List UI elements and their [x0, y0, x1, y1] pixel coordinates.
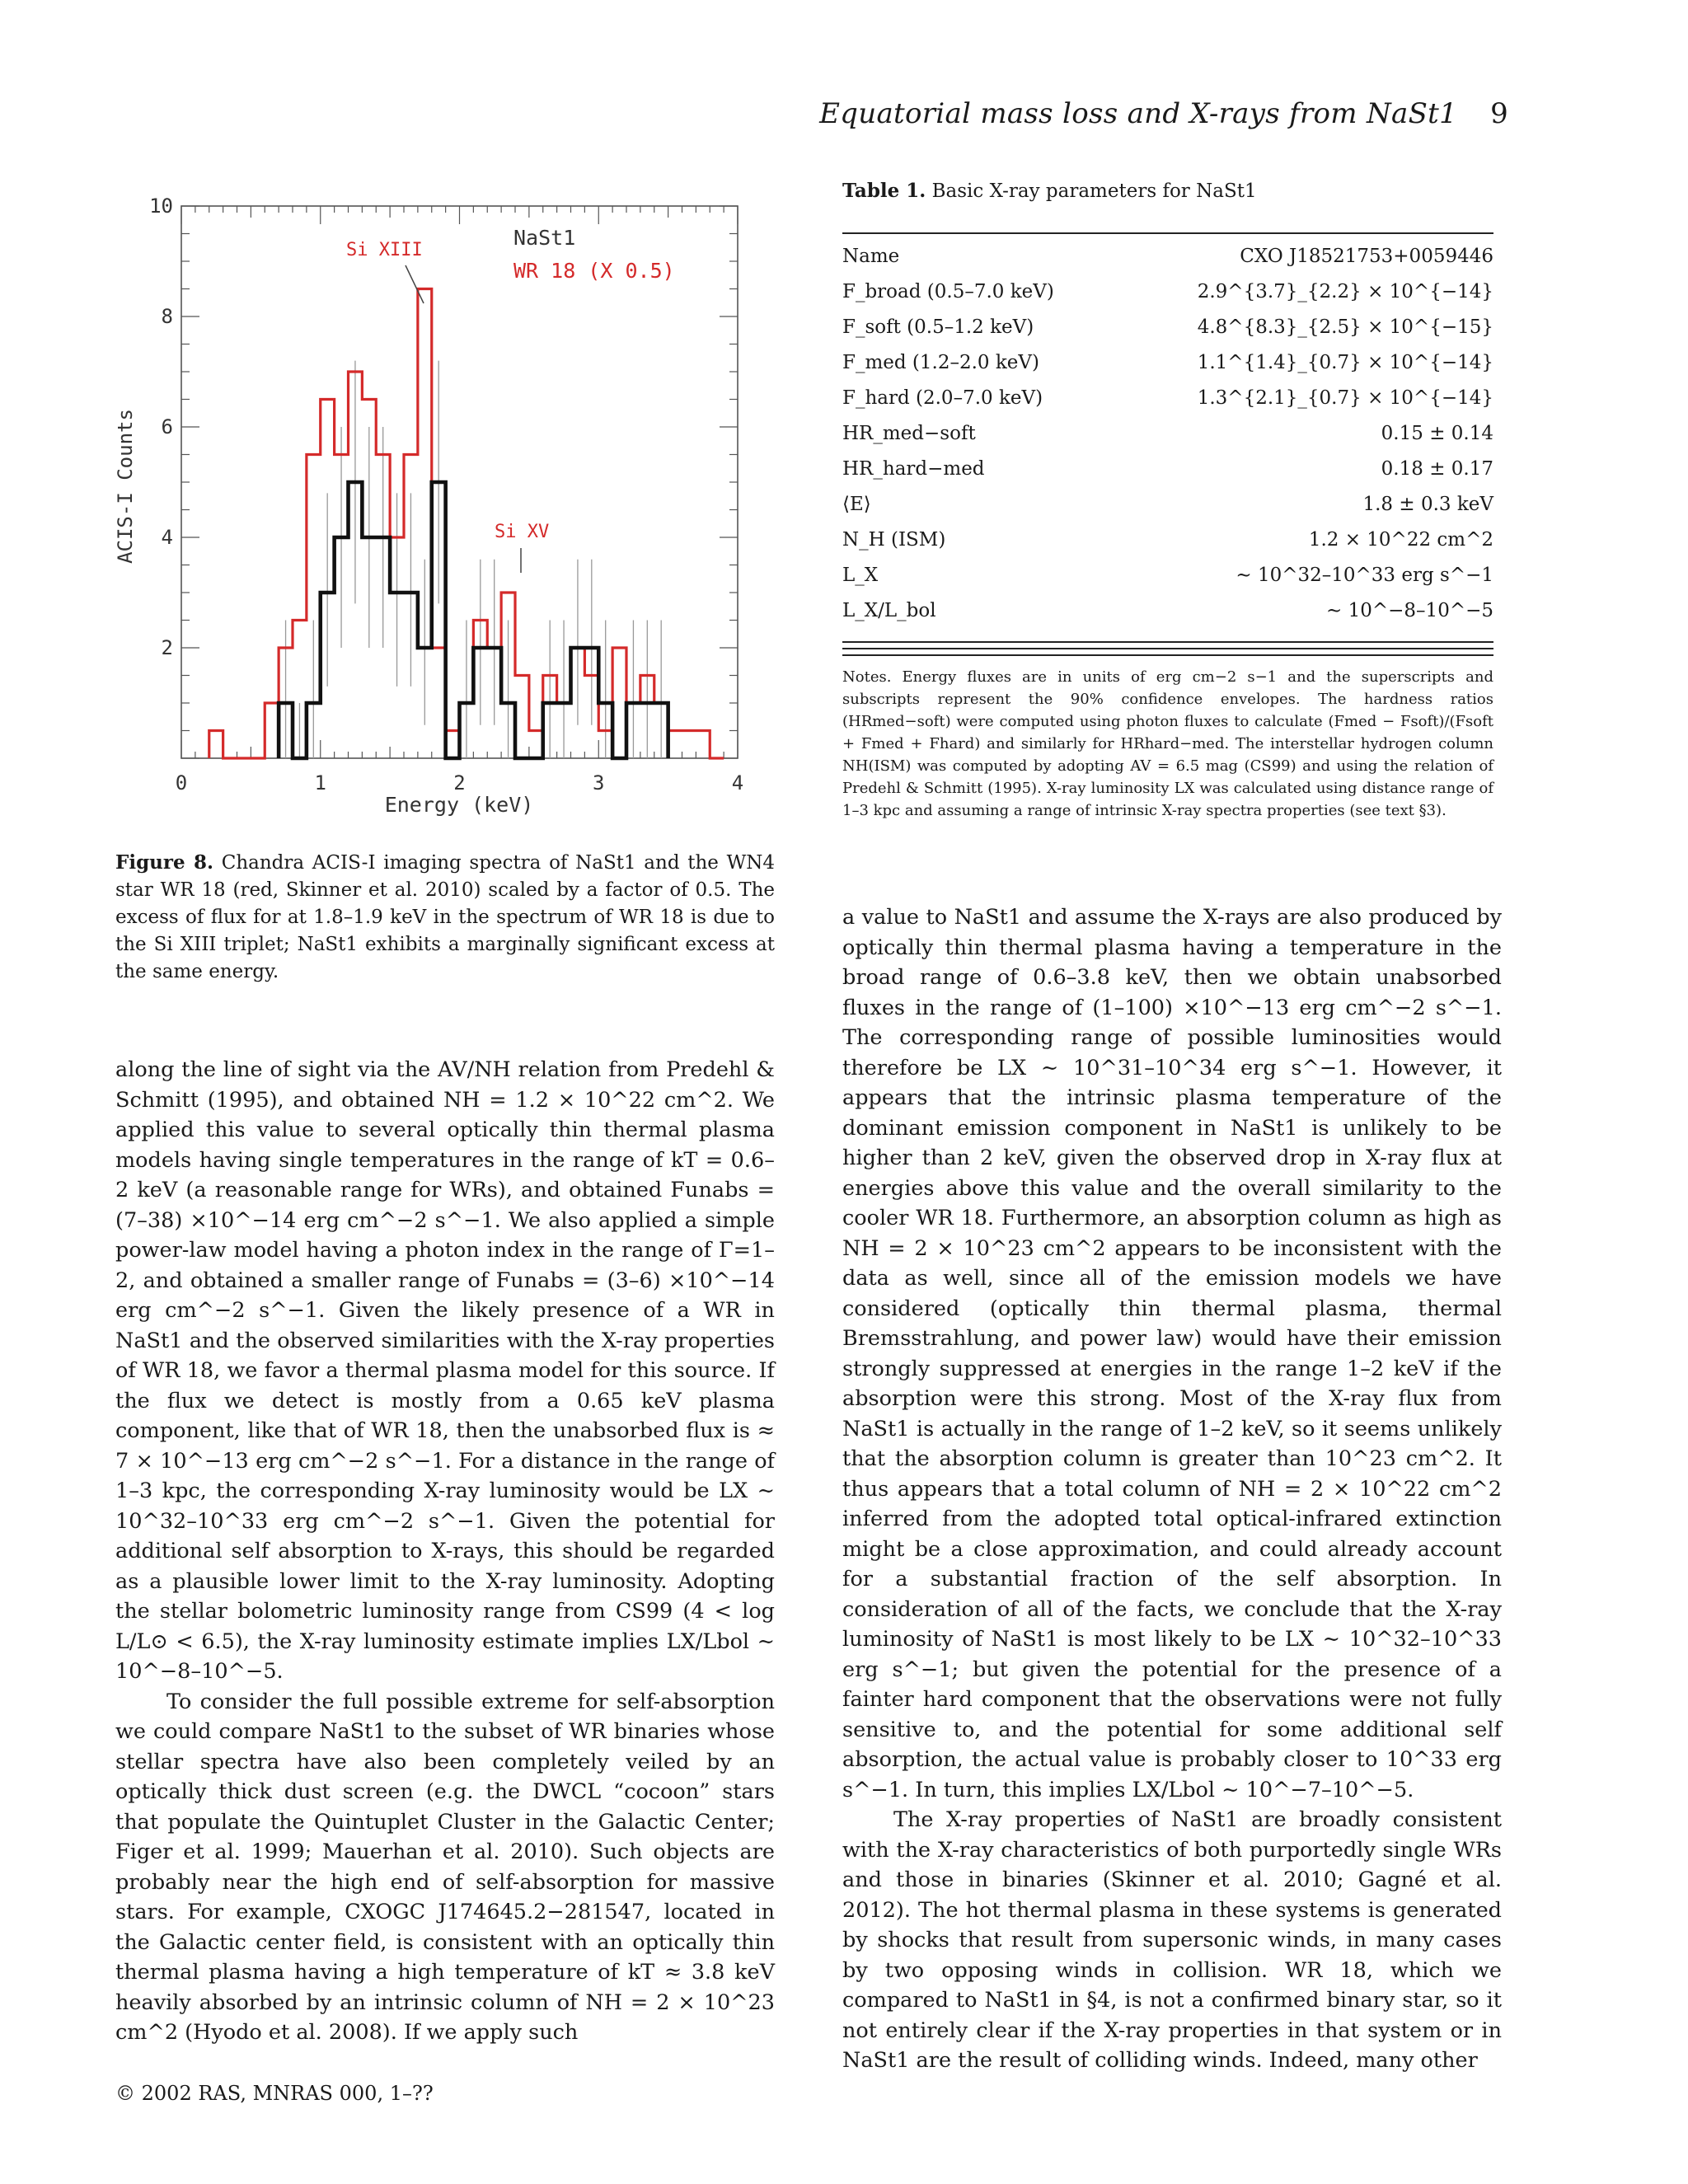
- table-caption-label: Table 1.: [842, 180, 926, 202]
- paragraph: To consider the full possible extreme for self-absorption we could compare NaSt1 to the subset of WR binaries whose stellar spectra have also been completely veiled by an optically thick dust screen (e.g. the DWCL “cocoon” stars that populate the Quintuplet Cluster in the Galactic Center; Figer et al. 1999; Mauerhan et al. 2010). Such objects are probably near the high end of self-absorption for massive stars. For example, CXOGC J174645.2−281547, located in the Galactic center field, is consistent with an optically thin thermal plasma having a high temperature of kT ≈ 3.8 keV heavily absorbed by an intrinsic column of NH = 2 × 10^23 cm^2 (Hyodo et al. 2008). If we apply such: [115, 1689, 775, 2045]
- page-number: 9: [1490, 97, 1508, 130]
- label-si-xiii: Si XIII: [346, 240, 423, 260]
- table-row: F_med (1.2–2.0 keV) 1.1^{1.4}_{0.7} × 10^{−14}: [842, 352, 1493, 373]
- y-tick-label: 6: [161, 415, 173, 438]
- running-head: [808, 97, 1508, 130]
- running-title: Equatorial mass loss and X-rays from NaSt1: [819, 97, 1458, 130]
- table-caption-text: Basic X-ray parameters for NaSt1: [931, 180, 1257, 202]
- y-tick-label: 4: [161, 526, 173, 549]
- table-row: HR_med−soft 0.15 ± 0.14: [842, 423, 1493, 444]
- right-column: [842, 902, 1502, 2076]
- x-axis-label: Energy (keV): [384, 793, 534, 817]
- table-caption: [842, 180, 1257, 202]
- si-xiii-pointer: [406, 265, 424, 303]
- y-tick-label: 2: [161, 636, 173, 659]
- table-row: L_X ∼ 10^32–10^33 erg s^−1: [842, 565, 1493, 586]
- figure-caption-text: Chandra ACIS-I imaging spectra of NaSt1 and the WN4 star WR 18 (red, Skinner et al. 2010) scaled by a factor of 0.5. The excess of flux for at 1.8–1.9 keV in the spectrum of WR 18 is due to the Si XIII triplet; NaSt1 exhibits a marginally significant excess at the same energy.: [115, 852, 776, 982]
- table-bottom-rule: [842, 641, 1493, 643]
- x-tick-label: 4: [731, 771, 744, 794]
- y-tick-label: 8: [161, 305, 173, 328]
- x-tick-label: 3: [593, 771, 605, 794]
- label-si-xv: Si XV: [495, 522, 550, 542]
- legend-nast1: NaSt1: [513, 226, 576, 250]
- table-notes: Notes. Energy fluxes are in units of erg cm−2 s−1 and the superscripts and subscripts represent the 90% confidence envelopes. The hardness ratios (HRmed−soft) were computed using photon fluxes to calculate (Fmed − Fsoft)/(Fsoft + Fmed + Fhard) and similarly for HRhard−med. The interstellar hydrogen column NH(ISM) was computed by adopting AV = 6.5 mag (CS99) and using the relation of Predehl & Schmitt (1995). X-ray luminosity LX was calculated using distance range of 1–3 kpc and assuming a range of intrinsic X-ray spectra properties (see text §3).: [842, 668, 1493, 819]
- left-column: [115, 1055, 775, 2048]
- table-row: N_H (ISM) 1.2 × 10^22 cm^2: [842, 529, 1493, 551]
- x-tick-label: 1: [314, 771, 326, 794]
- figure-caption: [115, 849, 775, 986]
- table-row: L_X/L_bol ∼ 10^−8–10^−5: [842, 600, 1493, 621]
- table-row: F_soft (0.5–1.2 keV) 4.8^{8.3}_{2.5} × 10^{−15}: [842, 316, 1493, 338]
- figure-8-spectrum-chart: [107, 190, 767, 832]
- copyright-footer: © 2002 RAS, MNRAS 000, 1–??: [115, 2082, 434, 2105]
- y-axis-label: ACIS-I Counts: [114, 409, 137, 564]
- table-row: F_broad (0.5–7.0 keV) 2.9^{3.7}_{2.2} × 10^{−14}: [842, 281, 1493, 302]
- table-row: HR_hard−med 0.18 ± 0.17: [842, 458, 1493, 480]
- legend-wr18: WR 18 (X 0.5): [513, 259, 675, 283]
- figure-caption-label: Figure 8.: [115, 851, 214, 874]
- paragraph: along the line of sight via the AV/NH relation from Predehl & Schmitt (1995), and obtained NH = 1.2 × 10^22 cm^2. We applied this value to several optically thin thermal plasma models having single temperatures in the range of kT = 0.6–2 keV (a reasonable range for WRs), and obtained Funabs = (7–38) ×10^−14 erg cm^−2 s^−1. We also applied a simple power-law model having a photon index in the range of Γ=1–2, and obtained a smaller range of Funabs = (3–6) ×10^−14 erg cm^−2 s^−1. Given the likely presence of a WR in NaSt1 and the observed similarities with the X-ray properties of WR 18, we favor a thermal plasma model for this source. If the flux we detect is mostly from a 0.65 keV plasma component, like that of WR 18, then the unabsorbed flux is ≈ 7 × 10^−13 erg cm^−2 s^−1. For a distance in the range of 1–3 kpc, the corresponding X-ray luminosity would be LX ∼ 10^32–10^33 erg cm^−2 s^−1. Given the potential for additional self absorption to X-rays, this should be regarded as a plausible lower limit to the X-ray luminosity. Adopting the stellar bolometric luminosity range from CS99 (4 < log L/L⊙ < 6.5), the X-ray luminosity estimate implies LX/Lbol ∼ 10^−8–10^−5.: [115, 1057, 775, 1684]
- table-bottom-rule-2: [842, 648, 1493, 649]
- x-tick-label: 0: [175, 771, 188, 794]
- x-tick-label: 2: [453, 771, 466, 794]
- table-row: ⟨E⟩ 1.8 ± 0.3 keV: [842, 494, 1493, 515]
- paragraph: a value to NaSt1 and assume the X-rays are also produced by optically thin thermal plasma having a temperature in the broad range of 0.6–3.8 keV, then we obtain unabsorbed fluxes in the range of (1–100) ×10^−13 erg cm^−2 s^−1. The corresponding range of possible luminosities would therefore be LX ∼ 10^31–10^34 erg s^−1. However, it appears that the intrinsic plasma temperature of the dominant emission component in NaSt1 is unlikely to be higher than 2 keV, given the observed drop in X-ray flux at energies above this value and the overall similarity to the cooler WR 18. Furthermore, an absorption column as high as NH = 2 × 10^23 cm^2 appears to be inconsistent with the data as well, since all of the emission models we have considered (optically thin thermal plasma, thermal Bremsstrahlung, and power law) would have their emission strongly suppressed at energies in the range 1–2 keV if the absorption were this strong. Most of the X-ray flux from NaSt1 is actually in the range of 1–2 keV, so it seems unlikely that the absorption column is greater than 10^23 cm^2. It thus appears that a total column of NH = 2 × 10^22 cm^2 inferred from the adopted total optical-infrared extinction might be a close approximation, and could already account for a substantial fraction of the self absorption. In consideration of all of the facts, we conclude that the X-ray luminosity of NaSt1 is most likely to be LX ∼ 10^32–10^33 erg s^−1; but given the potential for the presence of a fainter hard component that the observations were not fully sensitive to, and the potential for some additional self absorption, the actual value is probably closer to 10^33 erg s^−1. In turn, this implies LX/Lbol ∼ 10^−7–10^−5.: [842, 905, 1502, 1802]
- table-bottom-rule-3: [842, 654, 1493, 656]
- y-tick-label: 10: [149, 194, 173, 218]
- table-row: F_hard (2.0–7.0 keV) 1.3^{2.1}_{0.7} × 10^{−14}: [842, 387, 1493, 409]
- paragraph: The X-ray properties of NaSt1 are broadly consistent with the X-ray characteristics of both purportedly single WRs and those in binaries (Skinner et al. 2010; Gagné et al. 2012). The hot thermal plasma in these systems is generated by shocks that result from supersonic winds, in many cases by two opposing winds in collision. WR 18, which we compared to NaSt1 in §4, is not a confirmed binary star, so it not entirely clear if the X-ray properties in that system or in NaSt1 are the result of colliding winds. Indeed, many other: [842, 1807, 1502, 2073]
- table-row: Name CXO J18521753+0059446: [842, 246, 1493, 267]
- table-top-rule: [842, 232, 1493, 234]
- plot-labels: [114, 226, 675, 817]
